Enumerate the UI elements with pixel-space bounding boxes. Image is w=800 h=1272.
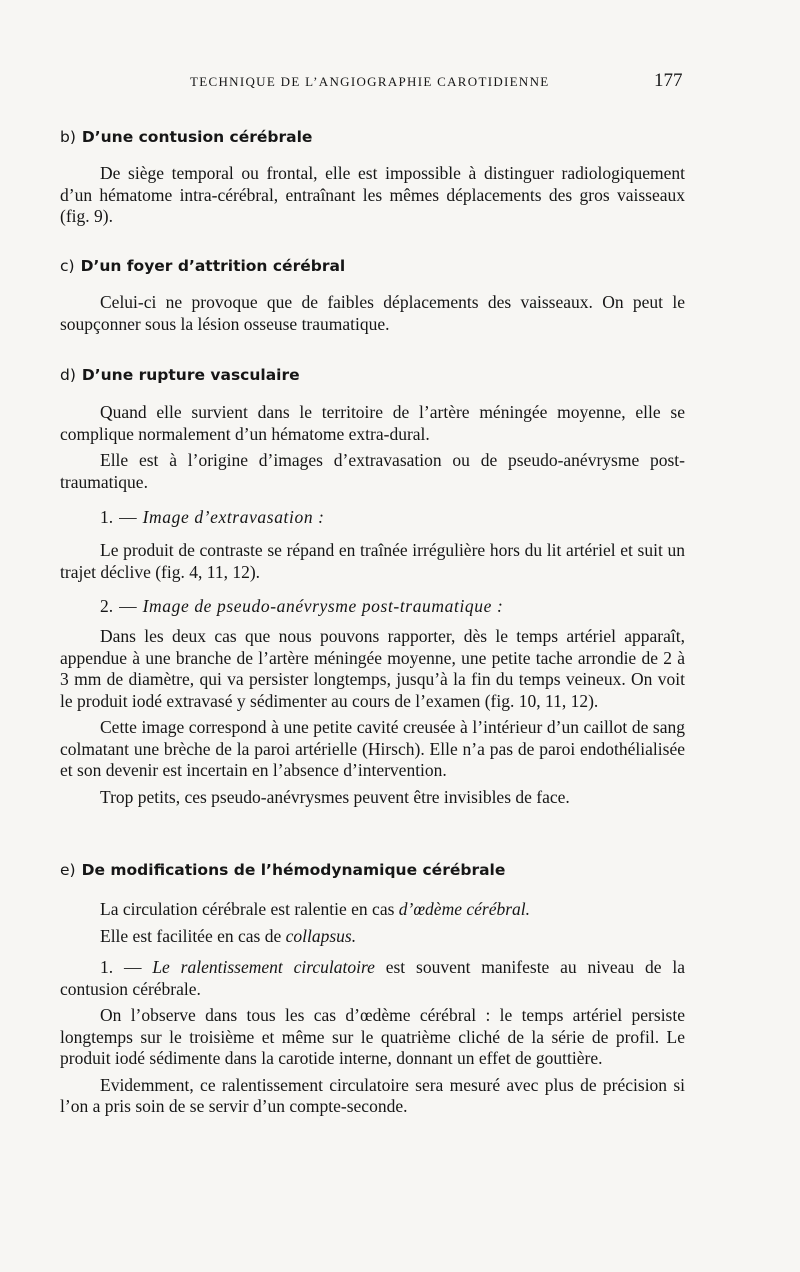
section-letter: e) [60,861,76,879]
section-e-heading [60,861,685,879]
section-d-body-3 [60,626,685,808]
section-d-body-2 [60,540,685,583]
paragraph: Evidemment, ce ralentissement circulatoire sera mesuré avec plus de précision si l’on a pris soin de se servir d’un compte-seconde. [60,1074,685,1116]
italic-text: Le ralentissement circulatoire [152,957,375,977]
section-title: D’une contusion cérébrale [81,128,313,146]
section-title: De modifications de l’hémodynamique cérébrale [81,861,506,879]
sub-title: Image d’extravasation : [142,507,325,527]
italic-text: d’œdème cérébral. [398,899,531,919]
paragraph: On l’observe dans tous les cas d’œdème cérébral : le temps artériel persiste longtemps sur le troisième et même sur le quatrième cliché de la série de profil. Le produit iodé sédimente dans la carotide interne, donnant un effet de gouttière. [60,1005,685,1068]
section-e-body-2 [60,957,685,1118]
paragraph [60,957,685,1000]
paragraph: Dans les deux cas que nous pouvons rapporter, dès le temps artériel apparaît, appendue à une branche de l’artère méningée moyenne, une petite tache arrondie de 2 à 3 mm de diamètre, qui va persister longtemps, jusqu’à la fin du temps veineux. On voit le produit iodé extravasé y sédimenter au cours de l’examen (fig. 10, 11, 12). [60,626,685,711]
sub-dash: — [119,507,137,527]
section-letter: c) [60,257,75,275]
section-c-body [60,292,685,335]
subheading-extravasation [60,507,685,529]
text: 1. — [100,957,153,977]
paragraph: Quand elle survient dans le territoire de l’artère méningée moyenne, elle se complique normalement d’un hématome extra-dural. [60,402,685,444]
section-letter: b) [60,128,76,146]
section-d-body-1 [60,402,685,493]
sub-number: 2. [100,596,114,616]
paragraph: Elle est à l’origine d’images d’extravasation ou de pseudo-anévrysme post-traumatique. [60,450,685,492]
paragraph [60,899,685,921]
running-title: TECHNIQUE DE L’ANGIOGRAPHIE CAROTIDIENNE [190,74,550,89]
page-number: 177 [654,70,683,91]
sub-dash: — [119,596,137,616]
section-title: D’une rupture vasculaire [81,366,300,384]
section-b-body [60,163,685,228]
text: Elle est facilitée en cas de [100,925,286,946]
subheading-pseudo-anevrysme [60,596,685,618]
italic-text: collapsus. [285,925,357,946]
paragraph: De siège temporal ou frontal, elle est impossible à distinguer radiologiquement d’un hématome intra-cérébral, entraînant les mêmes déplacements des gros vaisseaux (fig. 9). [60,163,685,226]
text: La circulation cérébrale est ralentie en cas [100,899,399,919]
paragraph: Cette image correspond à une petite cavité creusée à l’intérieur d’un caillot de sang colmatant une brèche de la paroi artérielle (Hirsch). Elle n’a pas de paroi endothélialisée et son devenir est incertain en l’absence d’intervention. [60,717,685,780]
sub-number: 1. [100,507,114,527]
section-title: D’un foyer d’attrition cérébral [80,257,346,275]
paragraph: Celui-ci ne provoque que de faibles déplacements des vaisseaux. On peut le soupçonner sous la lésion osseuse traumatique. [60,292,685,334]
paragraph [60,926,685,948]
section-e-body-1 [60,899,685,947]
paragraph: Le produit de contraste se répand en traînée irrégulière hors du lit artériel et suit un trajet déclive (fig. 4, 11, 12). [60,540,685,582]
section-c-heading [60,257,685,275]
sub-title: Image de pseudo-anévrysme post-traumatique : [142,596,504,616]
section-letter: d) [60,366,76,384]
section-d-heading [60,366,685,384]
section-b-heading [60,128,685,146]
text: est souvent manifeste au niveau de la contusion cérébrale. [60,957,685,999]
paragraph: Trop petits, ces pseudo-anévrysmes peuvent être invisibles de face. [100,786,570,807]
